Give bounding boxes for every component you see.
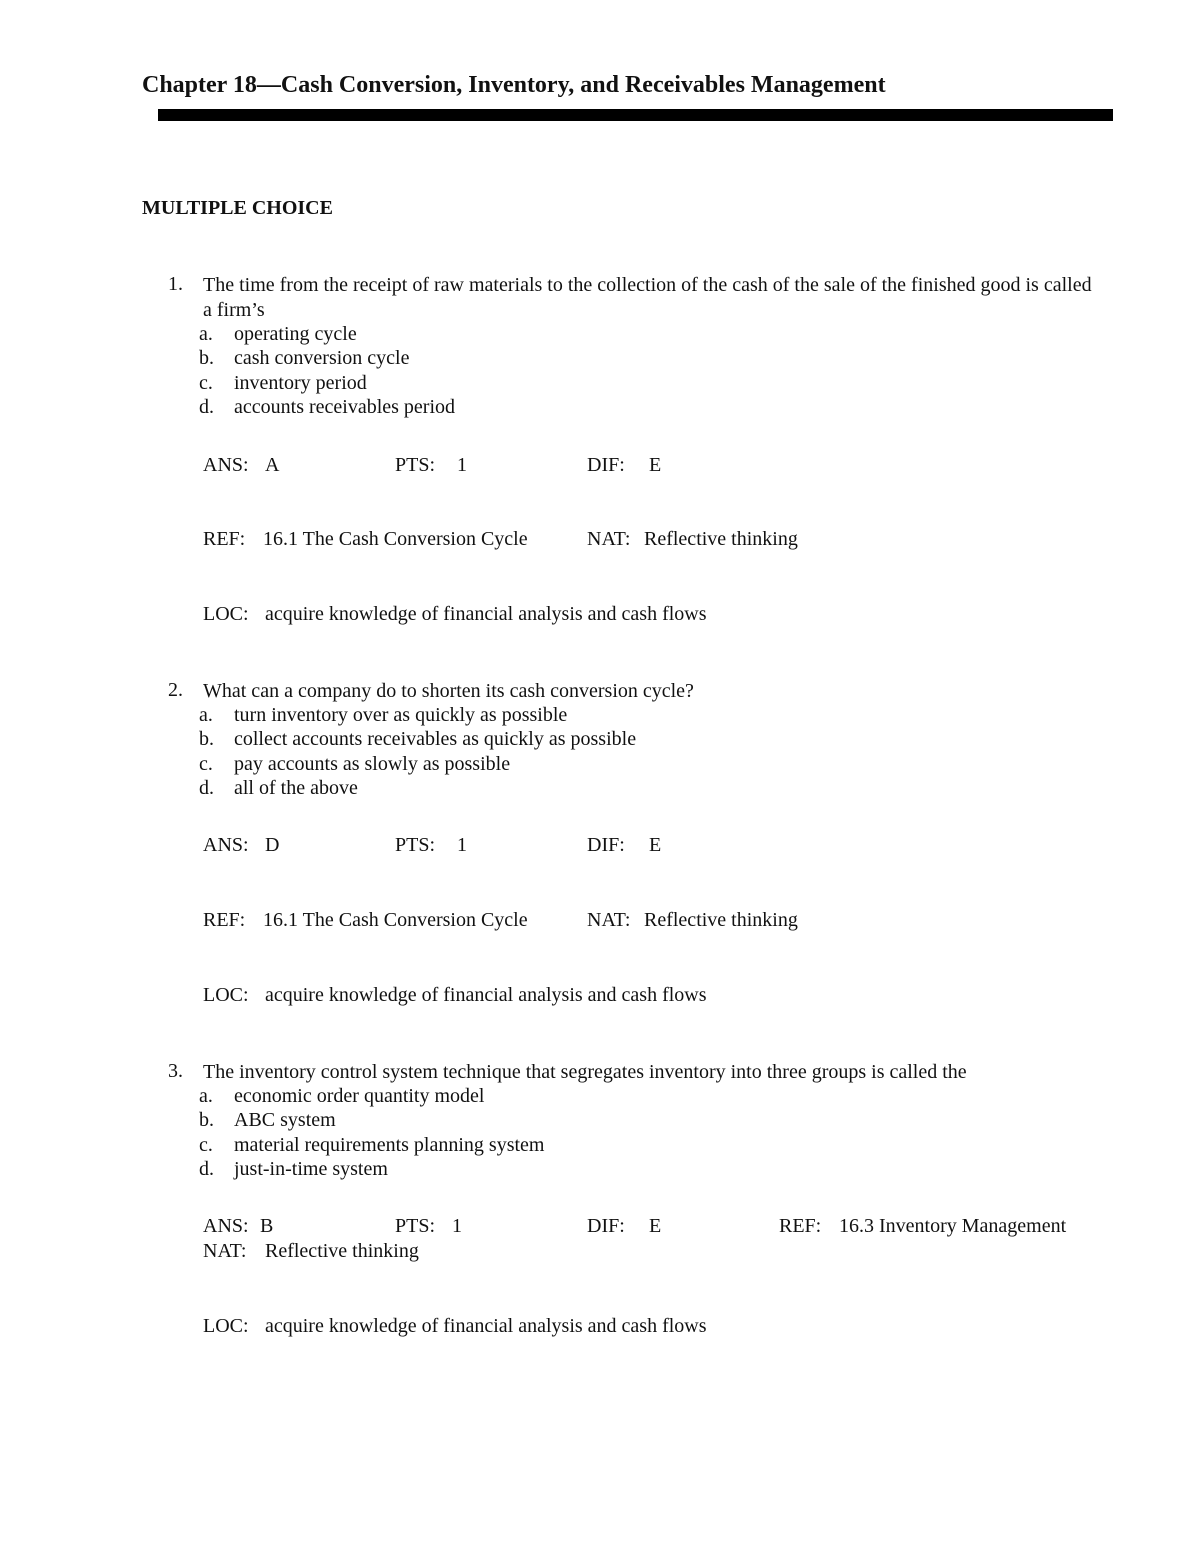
option-letter: a. [199,323,213,345]
option-letter: b. [199,1109,214,1131]
option-letter: c. [199,1134,213,1156]
question-number: 3. [168,1060,183,1082]
option-letter: d. [199,777,214,799]
question-text: The time from the receipt of raw materials to the collection of the cash of the sale of the finished good is called a firm’s [203,274,1092,321]
nat-field [587,909,798,932]
nat-field [587,528,798,551]
option-text: pay accounts as slowly as possible [234,753,511,775]
option-d [199,777,358,800]
loc-value: acquire knowledge of financial analysis and cash flows [265,603,707,625]
loc-value: acquire knowledge of financial analysis and cash flows [265,1315,707,1337]
option-text: economic order quantity model [234,1085,485,1107]
option-letter: c. [199,753,213,775]
loc-value: acquire knowledge of financial analysis and cash flows [265,984,707,1006]
pts-value: 1 [457,834,467,856]
ans-value: D [265,834,280,856]
option-letter: d. [199,396,214,418]
pts-field [395,1215,462,1238]
nat-field [203,1240,419,1263]
nat-label: NAT: [587,909,631,931]
option-letter: c. [199,372,213,394]
option-text: material requirements planning system [234,1134,545,1156]
option-text: collect accounts receivables as quickly as possible [234,728,637,750]
ans-field [203,1215,273,1238]
pts-label: PTS: [395,454,436,476]
title-rule [158,109,1113,121]
ref-field [779,1215,1066,1238]
option-d [199,1158,388,1181]
pts-field [395,834,467,857]
option-text: just-in-time system [234,1158,388,1180]
loc-label: LOC: [203,1315,249,1337]
ref-label: REF: [779,1215,822,1237]
pts-value: 1 [452,1215,462,1237]
option-text: operating cycle [234,323,357,345]
option-a [199,323,357,346]
ref-field [203,528,528,551]
option-text: turn inventory over as quickly as possible [234,704,568,726]
loc-label: LOC: [203,603,249,625]
ans-field [203,834,279,857]
option-c [199,372,367,395]
dif-label: DIF: [587,1215,625,1237]
pts-field [395,454,467,477]
ref-label: REF: [203,528,246,550]
nat-value: Reflective thinking [644,909,798,931]
section-heading: MULTIPLE CHOICE [142,197,333,219]
option-letter: a. [199,704,213,726]
pts-value: 1 [457,454,467,476]
ans-value: B [260,1215,274,1237]
loc-field [203,603,707,626]
option-text: cash conversion cycle [234,347,410,369]
dif-label: DIF: [587,454,625,476]
option-text: inventory period [234,372,367,394]
ans-field [203,454,279,477]
nat-value: Reflective thinking [265,1240,419,1262]
ref-value: 16.1 The Cash Conversion Cycle [263,528,528,550]
ans-label: ANS: [203,1215,249,1237]
option-b [199,1109,336,1132]
question-text: What can a company do to shorten its cash conversion cycle? [203,680,694,702]
ans-label: ANS: [203,454,249,476]
ref-label: REF: [203,909,246,931]
option-c [199,1134,544,1157]
option-letter: b. [199,347,214,369]
option-text: accounts receivables period [234,396,456,418]
option-text: all of the above [234,777,358,799]
loc-label: LOC: [203,984,249,1006]
pts-label: PTS: [395,834,436,856]
dif-field [587,1215,661,1238]
nat-label: NAT: [203,1240,247,1262]
ref-field [203,909,528,932]
option-letter: b. [199,728,214,750]
question-number: 1. [168,273,183,295]
question-number: 2. [168,679,183,701]
option-letter: a. [199,1085,213,1107]
ref-value: 16.3 Inventory Management [839,1215,1067,1237]
option-b [199,347,409,370]
chapter-title: Chapter 18—Cash Conversion, Inventory, and Receivables Management [142,72,886,98]
option-letter: d. [199,1158,214,1180]
dif-value: E [649,1215,662,1237]
dif-field [587,834,661,857]
dif-value: E [649,834,662,856]
option-a [199,704,567,727]
loc-field [203,984,707,1007]
ref-value: 16.1 The Cash Conversion Cycle [263,909,528,931]
ans-value: A [265,454,280,476]
dif-field [587,454,661,477]
option-d [199,396,455,419]
pts-label: PTS: [395,1215,436,1237]
dif-label: DIF: [587,834,625,856]
dif-value: E [649,454,662,476]
ans-label: ANS: [203,834,249,856]
loc-field [203,1315,707,1338]
nat-value: Reflective thinking [644,528,798,550]
option-b [199,728,636,751]
option-a [199,1085,484,1108]
nat-label: NAT: [587,528,631,550]
question-text: The inventory control system technique that segregates inventory into three groups is called the [203,1061,967,1083]
option-text: ABC system [234,1109,336,1131]
option-c [199,753,510,776]
